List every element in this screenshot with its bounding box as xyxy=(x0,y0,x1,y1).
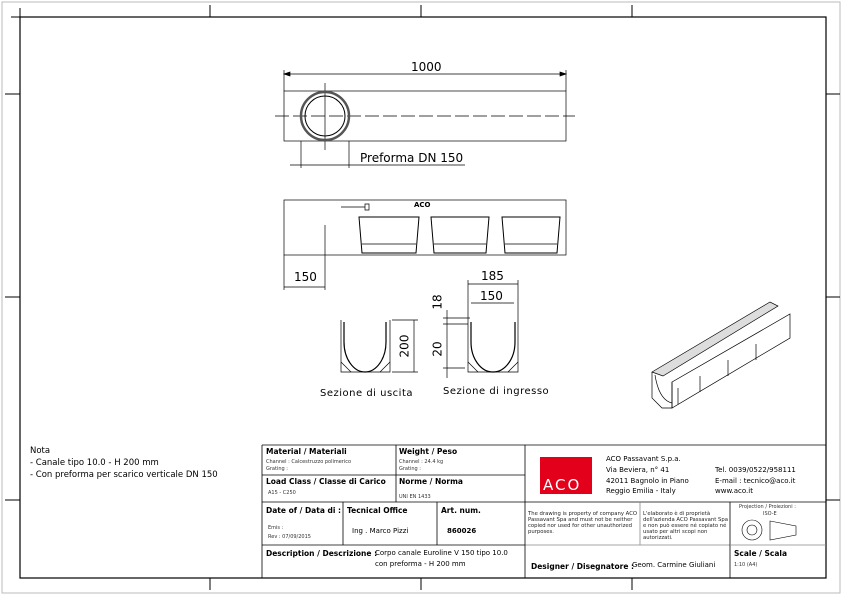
description-line2: con preforma - H 200 mm xyxy=(375,560,466,568)
company-address2: 42011 Bagnolo in Piano xyxy=(606,477,689,485)
designer-label: Designer / Disegnatore : xyxy=(531,562,635,571)
description-line1: Corpo canale Euroline V 150 tipo 10.0 xyxy=(375,549,508,557)
date-label: Date of / Data di : xyxy=(266,506,342,515)
company-web: www.aco.it xyxy=(715,487,753,495)
weight-grating: Grating : xyxy=(399,466,421,472)
iso-view xyxy=(652,302,790,408)
art-num-label: Art. num. xyxy=(441,506,481,515)
note-line: - Canale tipo 10.0 - H 200 mm xyxy=(30,458,159,468)
preform-label: Preforma DN 150 xyxy=(360,151,464,165)
flow-arrow-icon xyxy=(341,204,369,210)
material-label: Material / Materiali xyxy=(266,447,347,456)
disclaimer-it: L'elaborato è di proprietà dell'azienda ACO Passavant Spa e non può essere né copiato né usato per altri scopi non autorizzati. xyxy=(643,511,728,541)
description-label: Description / Descrizione : xyxy=(266,549,378,558)
scale-value: 1:10 (A4) xyxy=(734,562,758,568)
norm-value: UNI EN 1433 xyxy=(399,494,431,500)
disclaimer-en: The drawing is property of company ACO Passavant Spa and must not be neither copied nor used for other unauthorized purposes. xyxy=(528,511,638,535)
company-address1: Via Beviera, n° 41 xyxy=(606,466,670,474)
notes-title: Nota xyxy=(30,446,51,456)
art-num-value: 860026 xyxy=(447,527,477,535)
company-email: E-mail : tecnico@aco.it xyxy=(715,477,796,485)
front-logo: ACO xyxy=(414,201,431,209)
office-value: Ing . Marco Pizzi xyxy=(352,527,409,535)
company-tel: Tel. 0039/0522/958111 xyxy=(715,466,796,474)
company-name: ACO Passavant S.p.a. xyxy=(606,455,681,463)
load-class-value: A15 - C250 xyxy=(268,490,296,496)
section-inlet-label: Sezione di ingresso xyxy=(443,386,550,397)
date-emis: Emis : xyxy=(268,525,284,531)
projection-value: ISO-E xyxy=(763,511,777,517)
section-outlet-label: Sezione di uscita xyxy=(320,388,413,399)
dim-width-inner: 150 xyxy=(480,289,503,303)
dim-18: 18 xyxy=(430,294,445,310)
scale-label: Scale / Scala xyxy=(734,549,788,558)
material-grating: Grating : xyxy=(266,466,288,472)
company-address3: Reggio Emilia - Italy xyxy=(606,487,676,495)
weight-channel: Channel : 24.4 kg xyxy=(399,459,444,465)
norm-label: Norme / Norma xyxy=(399,477,463,486)
projection-label: Projection / Proiezioni : xyxy=(739,504,796,510)
dim-width-outer: 185 xyxy=(481,269,504,283)
dim-height: 200 xyxy=(397,334,412,358)
note-line: - Con preforma per scarico verticale DN 150 xyxy=(30,470,218,480)
dim-offset: 150 xyxy=(294,270,317,284)
office-label: Tecnical Office xyxy=(347,506,408,515)
designer-value: Geom. Carmine Giuliani xyxy=(632,561,716,569)
front-view xyxy=(284,200,566,290)
material-channel: Channel : Calcestruzzo polimerico xyxy=(266,459,352,465)
company-logo-text: ACO xyxy=(543,476,582,494)
date-rev: Rev : 07/09/2015 xyxy=(268,534,311,540)
load-class-label: Load Class / Classe di Carico xyxy=(266,477,386,486)
dim-20: 20 xyxy=(430,341,445,357)
dim-overall-length: 1000 xyxy=(411,60,442,74)
weight-label: Weight / Peso xyxy=(399,447,458,456)
